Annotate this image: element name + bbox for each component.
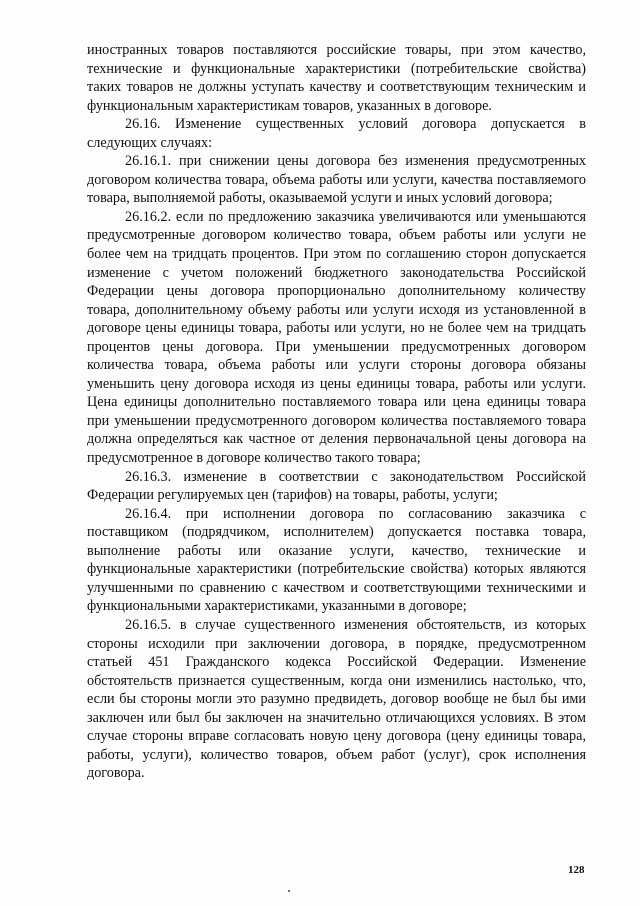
paragraph-26-16-5: 26.16.5. в случае существенного изменения обстоятельств, из которых стороны исходили при заключении договора, в порядке, предусмотренном статьей 451 Гражданского кодекса Российской Федерации. Изменение обстоятельств признается существенным, когда они изменились настолько, что, если бы стороны могли это разумно предвидеть, договор вообще не был бы ими заключен или был бы заключен на значительно отличающихся условиях. В этом случае стороны вправе согласовать новую цену договора (цену единицы товара, работы, услуги), количество товаров, объем работ (услуг), срок исполнения договора. [87, 616, 586, 782]
paragraph-26-16-2: 26.16.2. если по предложению заказчика увеличиваются или уменьшаются предусмотренные договором количество товара, объем работы или услуги не более чем на тридцать процентов. При этом по соглашению сторон допускается изменение с учетом положений бюджетного законодательства Российской Федерации цены договора пропорционально дополнительному количеству товара, дополнительному объему работы или услуги исходя из установленной в договоре цены единицы товара, работы или услуги, но не более чем на тридцать процентов цены договора. При уменьшении предусмотренных договором количества товара, объема работы или услуги стороны договора обязаны уменьшить цену договора исходя из цены единицы товара, работы или услуги. Цена единицы дополнительно поставляемого товара или цена единицы товара при уменьшении предусмотренного договором количества поставляемого товара должна определяться как частное от деления первоначальной цены договора на предусмотренное в договоре количество такого товара; [87, 208, 586, 467]
paragraph-26-16: 26.16. Изменение существенных условий договора допускается в следующих случаях: [87, 116, 586, 151]
paragraph-26-16-1: 26.16.1. при снижении цены договора без изменения предусмотренных договором количества товара, объема работы или услуги, качества поставляемого товара, выполняемой работы, оказываемой услуги и иных условий договора; [87, 153, 586, 207]
paragraph-26-16-4: 26.16.4. при исполнении договора по согласованию заказчика с поставщиком (подрядчиком, исполнителем) допускается поставка товара, выполнение работы или оказание услуги, качество, технические и функциональные характеристики (потребительские свойства) которых являются улучшенными по сравнению с качеством и соответствующими техническими и функциональными характеристиками, указанными в договоре; [87, 505, 586, 615]
paragraph-26-16-3: 26.16.3. изменение в соответствии с законодательством Российской Федерации регулируемых цен (тарифов) на товары, работы, услуги; [87, 468, 586, 504]
page-number: 128 [568, 864, 585, 876]
scan-artifact-dot [288, 890, 290, 892]
document-body [87, 41, 586, 783]
paragraph-continuation: иностранных товаров поставляются российские товары, при этом качество, технические и функциональные характеристики (потребительские свойства) таких товаров не должны уступать качеству и соответствующим техническим и функциональным характеристикам товаров, указанных в договоре. [87, 42, 586, 114]
